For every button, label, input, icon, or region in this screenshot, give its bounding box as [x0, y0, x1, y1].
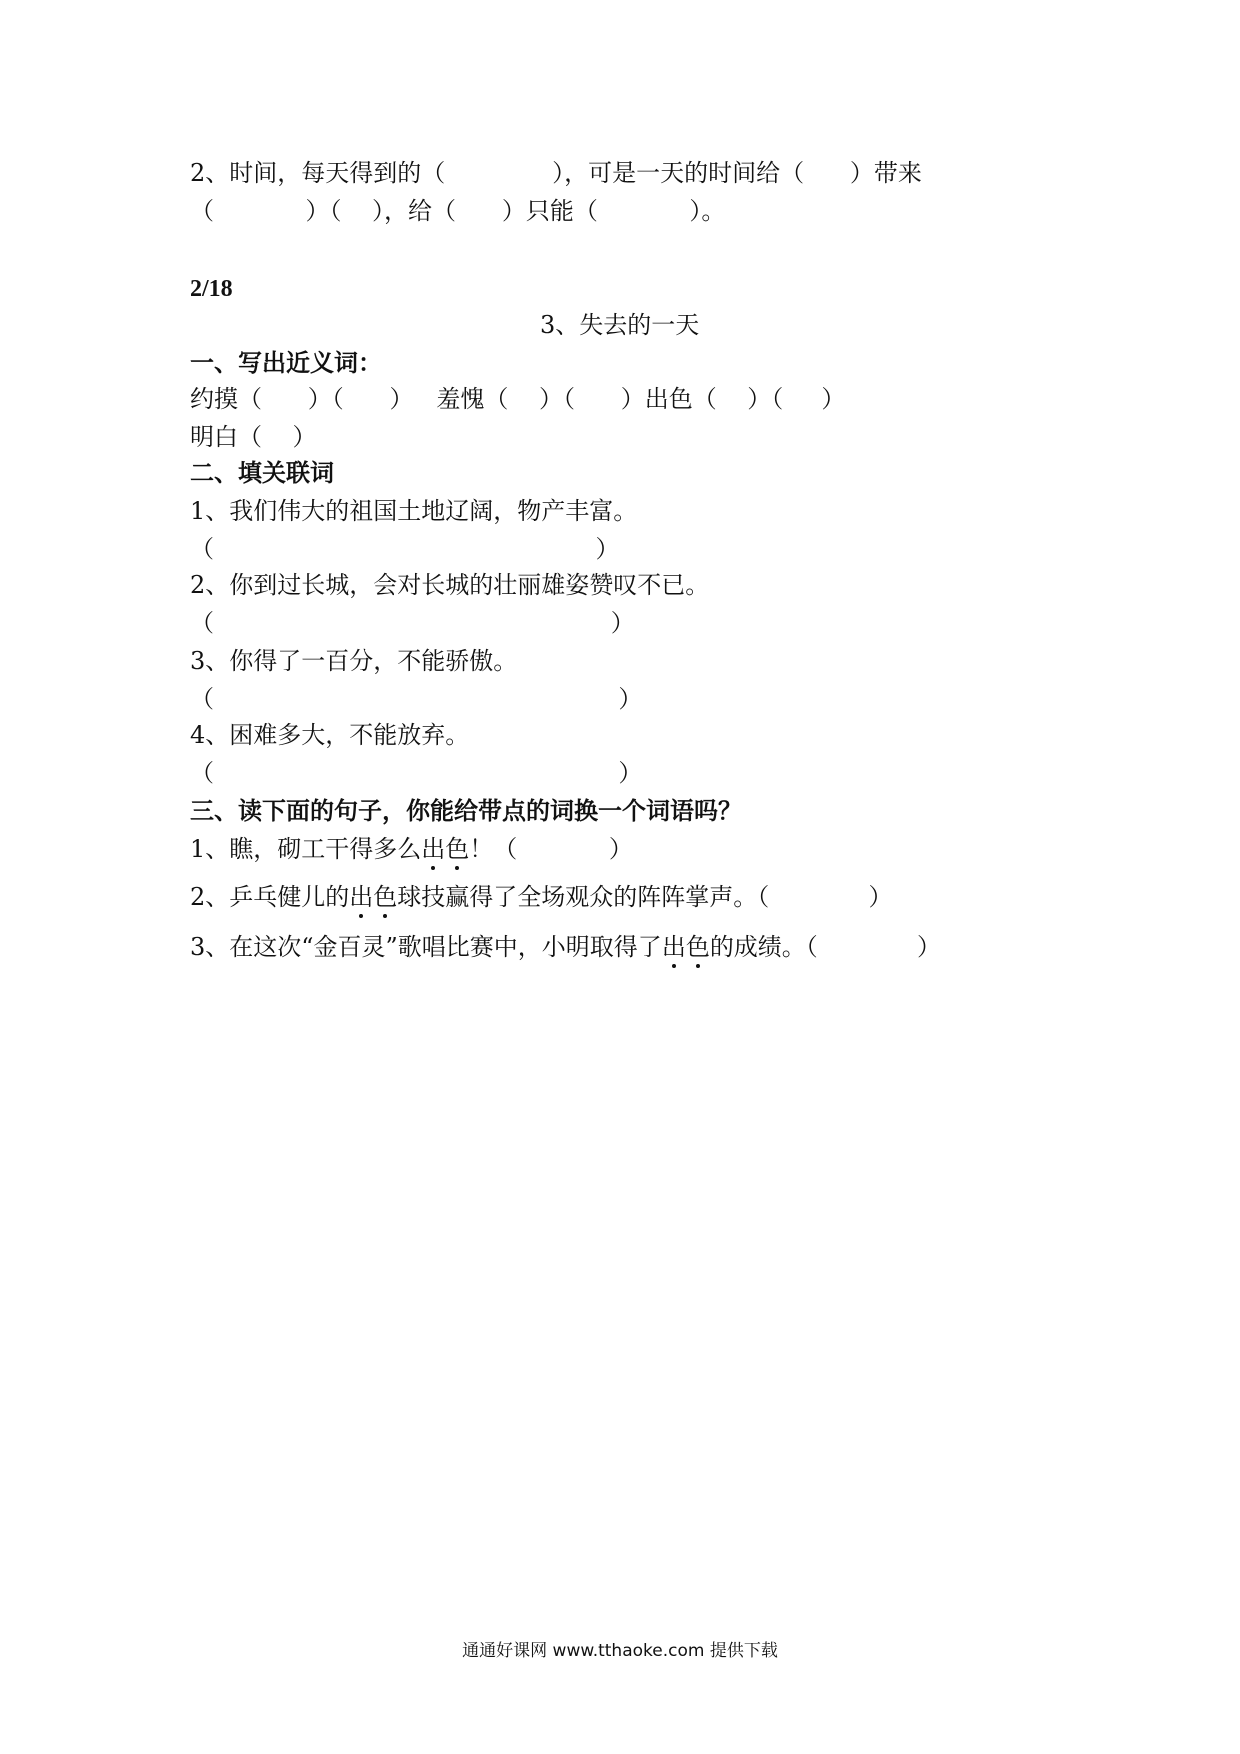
item-text-before: 1、瞧，砌工干得多么: [190, 835, 422, 863]
conjunction-blank-4: （ ）: [190, 759, 643, 787]
replace-word-item-1: [190, 834, 633, 864]
conjunction-sentence-4: 4、困难多大，不能放弃。: [190, 721, 470, 749]
item-text-after: 球技赢得了全场观众的阵阵掌声。（ ）: [397, 883, 893, 911]
section-1-heading: 一、写出近义词：: [190, 348, 382, 377]
item-text-before: 2、乒乓健儿的: [190, 883, 350, 911]
dotted-char: 出: [661, 933, 686, 961]
prev-exercise-line-2: （ ）（ ），给（ ）只能（ ）。: [190, 197, 726, 225]
item-text-before: 3、在这次“金百灵”歌唱比赛中，小明取得了: [190, 933, 662, 961]
dotted-char: 色: [373, 883, 398, 911]
page-footer: 通通好课网 www.tthaoke.com 提供下载: [462, 1641, 778, 1661]
conjunction-blank-3: （ ）: [190, 685, 643, 713]
section-3-heading: 三、读下面的句子，你能给带点的词换一个词语吗？: [190, 796, 742, 825]
prev-exercise-line-1: 2、时间，每天得到的（ ），可是一天的时间给（ ）带来: [190, 159, 922, 187]
date-label: 2/18: [190, 276, 233, 302]
conjunction-sentence-1: 1、我们伟大的祖国土地辽阔，物产丰富。: [190, 497, 638, 525]
dotted-char: 色: [445, 835, 470, 863]
lesson-title: 3、失去的一天: [540, 311, 700, 339]
synonym-row-1: 约摸（ ）（ ） 羞愧（ ）（ ）出色（ ）（ ）: [190, 385, 846, 413]
conjunction-sentence-2: 2、你到过长城，会对长城的壮丽雄姿赞叹不已。: [190, 571, 710, 599]
dotted-char: 色: [685, 933, 710, 961]
item-text-after: 的成绩。（ ）: [709, 933, 941, 961]
conjunction-blank-1: （ ）: [190, 535, 620, 563]
synonym-row-2: 明白（ ）: [190, 423, 317, 451]
replace-word-item-3: [190, 932, 941, 962]
section-2-heading: 二、填关联词: [190, 458, 334, 487]
dotted-char: 出: [349, 883, 374, 911]
replace-word-item-2: [190, 882, 892, 912]
dotted-char: 出: [421, 835, 446, 863]
conjunction-blank-2: （ ）: [190, 609, 635, 637]
conjunction-sentence-3: 3、你得了一百分，不能骄傲。: [190, 647, 518, 675]
item-text-after: ！（ ）: [469, 835, 633, 863]
